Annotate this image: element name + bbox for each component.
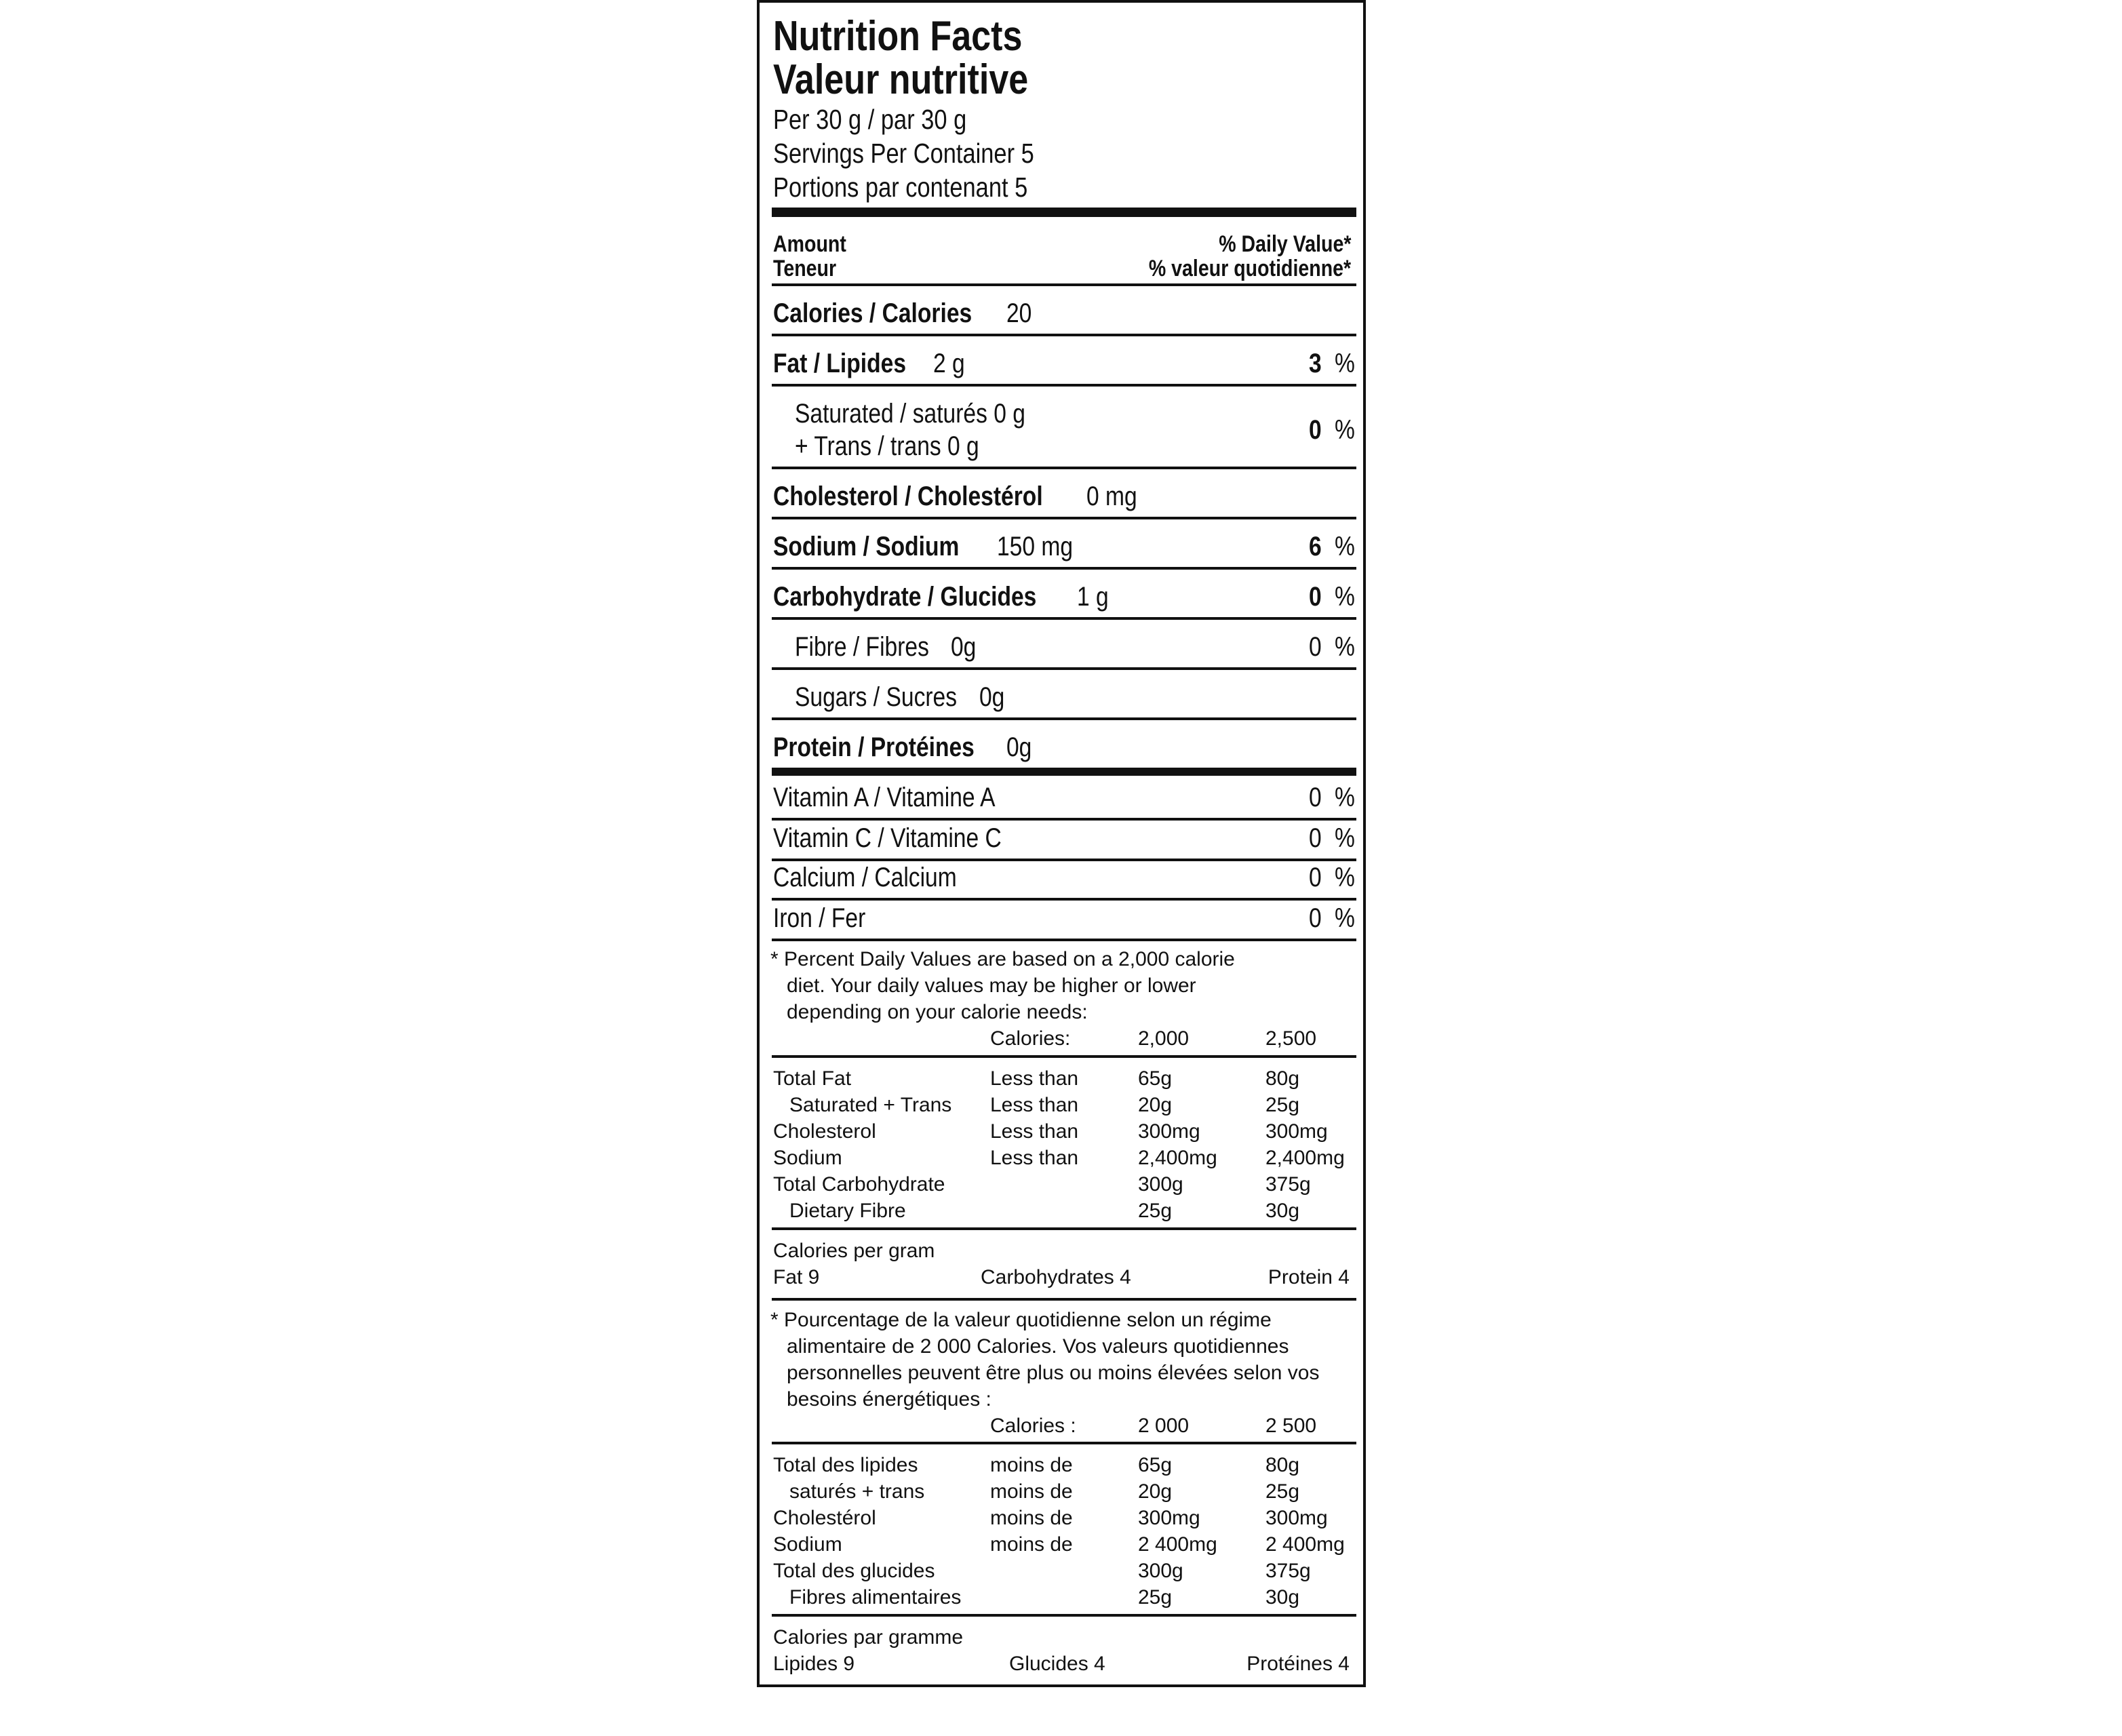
table-row: Cholestérol bbox=[773, 1507, 876, 1529]
divider bbox=[772, 467, 1356, 469]
divider bbox=[772, 1442, 1356, 1444]
table-cell: 25g bbox=[1265, 1480, 1300, 1503]
vitamin-a-dv: 0 bbox=[1309, 783, 1322, 812]
title-en: Nutrition Facts bbox=[773, 13, 1023, 60]
divider bbox=[772, 859, 1356, 861]
table-row: Sodium bbox=[773, 1147, 842, 1169]
calories-2000-en: 2,000 bbox=[1138, 1027, 1190, 1050]
calories-per-gram-en: Calories per gram bbox=[773, 1240, 935, 1262]
calcium-dv: 0 bbox=[1309, 863, 1322, 892]
table-cell: moins de bbox=[990, 1533, 1073, 1556]
servings-per-container-fr: Portions par contenant 5 bbox=[773, 172, 1028, 203]
carbohydrate-pct: % bbox=[1335, 582, 1355, 612]
table-cell: Less than bbox=[990, 1147, 1079, 1169]
fat-per-gram-fr: Lipides 9 bbox=[773, 1653, 855, 1675]
serving-size: Per 30 g / par 30 g bbox=[773, 104, 967, 135]
divider bbox=[772, 567, 1356, 570]
table-cell: Less than bbox=[990, 1067, 1079, 1090]
table-cell: 375g bbox=[1265, 1560, 1311, 1582]
divider bbox=[772, 1614, 1356, 1617]
sodium-dv: 6 bbox=[1309, 532, 1322, 561]
calories-row: Calories / Calories bbox=[773, 298, 972, 328]
table-row: Saturated + Trans bbox=[789, 1094, 952, 1116]
divider bbox=[772, 898, 1356, 901]
table-row: Sodium bbox=[773, 1533, 842, 1556]
divider bbox=[772, 283, 1356, 286]
table-row: Total des lipides bbox=[773, 1454, 918, 1476]
footnote-en-line: * Percent Daily Values are based on a 2,000 calorie bbox=[770, 948, 1235, 970]
table-cell: 375g bbox=[1265, 1173, 1311, 1196]
vitamin-a-pct: % bbox=[1335, 783, 1355, 812]
calories-2000-fr: 2 000 bbox=[1138, 1415, 1190, 1437]
amount-header: Amount bbox=[773, 231, 846, 257]
divider bbox=[772, 1227, 1356, 1230]
footnote-fr-line: besoins énergétiques : bbox=[787, 1388, 991, 1410]
vitamin-c-label: Vitamin C / Vitamine C bbox=[773, 823, 1002, 853]
protein-label: Protein / Protéines bbox=[773, 732, 975, 762]
table-cell: 30g bbox=[1265, 1586, 1300, 1609]
table-cell: 25g bbox=[1138, 1586, 1173, 1609]
divider bbox=[772, 334, 1356, 336]
fibre-amount: 0g bbox=[951, 632, 977, 662]
table-row: saturés + trans bbox=[789, 1480, 925, 1503]
saturated-label: Saturated / saturés 0 g bbox=[795, 399, 1025, 429]
divider bbox=[772, 517, 1356, 519]
fat-dv: 3 bbox=[1309, 349, 1322, 378]
table-cell: 2 400mg bbox=[1138, 1533, 1217, 1556]
table-cell: Less than bbox=[990, 1094, 1079, 1116]
table-row: Total Carbohydrate bbox=[773, 1173, 945, 1196]
table-row: Dietary Fibre bbox=[789, 1200, 906, 1222]
divider bbox=[772, 617, 1356, 620]
protein-per-gram-en: Protein 4 bbox=[1268, 1266, 1350, 1288]
calories-label-fr: Calories : bbox=[990, 1415, 1076, 1437]
thick-divider bbox=[772, 208, 1356, 217]
divider bbox=[772, 818, 1356, 821]
vitamin-c-dv: 0 bbox=[1309, 823, 1322, 853]
carbohydrate-amount: 1 g bbox=[1077, 582, 1109, 612]
table-cell: 2,400mg bbox=[1138, 1147, 1217, 1169]
carb-per-gram-fr: Glucides 4 bbox=[1009, 1653, 1105, 1675]
divider bbox=[772, 1055, 1356, 1058]
table-cell: 300mg bbox=[1265, 1507, 1328, 1529]
fibre-pct: % bbox=[1335, 632, 1355, 662]
table-row: Cholesterol bbox=[773, 1120, 876, 1143]
calories-amount: 20 bbox=[1006, 298, 1032, 328]
table-row: Fibres alimentaires bbox=[789, 1586, 962, 1609]
table-cell: 300mg bbox=[1138, 1120, 1200, 1143]
sugars-label: Sugars / Sucres bbox=[795, 682, 958, 712]
divider bbox=[772, 384, 1356, 387]
table-cell: 30g bbox=[1265, 1200, 1300, 1222]
footnote-en-line: diet. Your daily values may be higher or lower bbox=[787, 974, 1196, 997]
footnote-en-line: depending on your calorie needs: bbox=[787, 1001, 1088, 1023]
sodium-amount: 150 mg bbox=[997, 532, 1074, 561]
thick-divider bbox=[772, 768, 1356, 776]
sugars-amount: 0g bbox=[979, 682, 1005, 712]
table-cell: 20g bbox=[1138, 1480, 1173, 1503]
table-cell: moins de bbox=[990, 1480, 1073, 1503]
vitamin-a-label: Vitamin A / Vitamine A bbox=[773, 783, 996, 812]
calcium-pct: % bbox=[1335, 863, 1355, 892]
table-cell: 65g bbox=[1138, 1454, 1173, 1476]
table-cell: 25g bbox=[1265, 1094, 1300, 1116]
iron-pct: % bbox=[1335, 903, 1355, 933]
fat-label: Fat / Lipides bbox=[773, 349, 907, 378]
calories-2500-en: 2,500 bbox=[1265, 1027, 1317, 1050]
fat-pct: % bbox=[1335, 349, 1355, 378]
servings-per-container-en: Servings Per Container 5 bbox=[773, 138, 1034, 169]
fat-amount: 2 g bbox=[933, 349, 965, 378]
sodium-pct: % bbox=[1335, 532, 1355, 561]
divider bbox=[772, 667, 1356, 670]
table-cell: 300g bbox=[1138, 1173, 1183, 1196]
saturated-dv: 0 bbox=[1309, 415, 1322, 445]
calories-2500-fr: 2 500 bbox=[1265, 1415, 1317, 1437]
protein-per-gram-fr: Protéines 4 bbox=[1246, 1653, 1350, 1675]
saturated-pct: % bbox=[1335, 415, 1355, 445]
table-cell: 2 400mg bbox=[1265, 1533, 1345, 1556]
carbohydrate-dv: 0 bbox=[1309, 582, 1322, 612]
iron-dv: 0 bbox=[1309, 903, 1322, 933]
footnote-fr-line: personnelles peuvent être plus ou moins élevées selon vos bbox=[787, 1362, 1320, 1384]
calories-per-gram-fr: Calories par gramme bbox=[773, 1626, 964, 1649]
fibre-dv: 0 bbox=[1309, 632, 1322, 662]
carbohydrate-label: Carbohydrate / Glucides bbox=[773, 582, 1037, 612]
table-cell: 2,400mg bbox=[1265, 1147, 1345, 1169]
nutrition-facts-label bbox=[757, 0, 1366, 1687]
sodium-label: Sodium / Sodium bbox=[773, 532, 960, 561]
table-cell: moins de bbox=[990, 1454, 1073, 1476]
cholesterol-label: Cholesterol / Cholestérol bbox=[773, 481, 1043, 511]
protein-amount: 0g bbox=[1006, 732, 1032, 762]
title-fr: Valeur nutritive bbox=[773, 56, 1029, 103]
daily-value-header-fr: % valeur quotidienne* bbox=[1148, 256, 1351, 281]
cholesterol-amount: 0 mg bbox=[1086, 481, 1137, 511]
table-cell: 25g bbox=[1138, 1200, 1173, 1222]
table-cell: 300mg bbox=[1265, 1120, 1328, 1143]
trans-label: + Trans / trans 0 g bbox=[795, 431, 979, 461]
table-cell: 300mg bbox=[1138, 1507, 1200, 1529]
table-cell: 80g bbox=[1265, 1454, 1300, 1476]
table-cell: 20g bbox=[1138, 1094, 1173, 1116]
fibre-label: Fibre / Fibres bbox=[795, 632, 929, 662]
calories-label-en: Calories: bbox=[990, 1027, 1071, 1050]
calcium-label: Calcium / Calcium bbox=[773, 863, 957, 892]
carb-per-gram-en: Carbohydrates 4 bbox=[981, 1266, 1131, 1288]
table-row: Total Fat bbox=[773, 1067, 852, 1090]
iron-label: Iron / Fer bbox=[773, 903, 866, 933]
table-cell: 300g bbox=[1138, 1560, 1183, 1582]
footnote-fr-line: * Pourcentage de la valeur quotidienne selon un régime bbox=[770, 1309, 1272, 1331]
divider bbox=[772, 939, 1356, 941]
table-cell: Less than bbox=[990, 1120, 1079, 1143]
vitamin-c-pct: % bbox=[1335, 823, 1355, 853]
teneur-header: Teneur bbox=[773, 256, 837, 281]
table-cell: 65g bbox=[1138, 1067, 1173, 1090]
footnote-fr-line: alimentaire de 2 000 Calories. Vos valeurs quotidiennes bbox=[787, 1335, 1289, 1358]
table-cell: 80g bbox=[1265, 1067, 1300, 1090]
table-cell: moins de bbox=[990, 1507, 1073, 1529]
daily-value-header-en: % Daily Value* bbox=[1218, 231, 1351, 257]
table-row: Total des glucides bbox=[773, 1560, 935, 1582]
divider bbox=[772, 1298, 1356, 1301]
fat-per-gram-en: Fat 9 bbox=[773, 1266, 820, 1288]
divider bbox=[772, 717, 1356, 720]
